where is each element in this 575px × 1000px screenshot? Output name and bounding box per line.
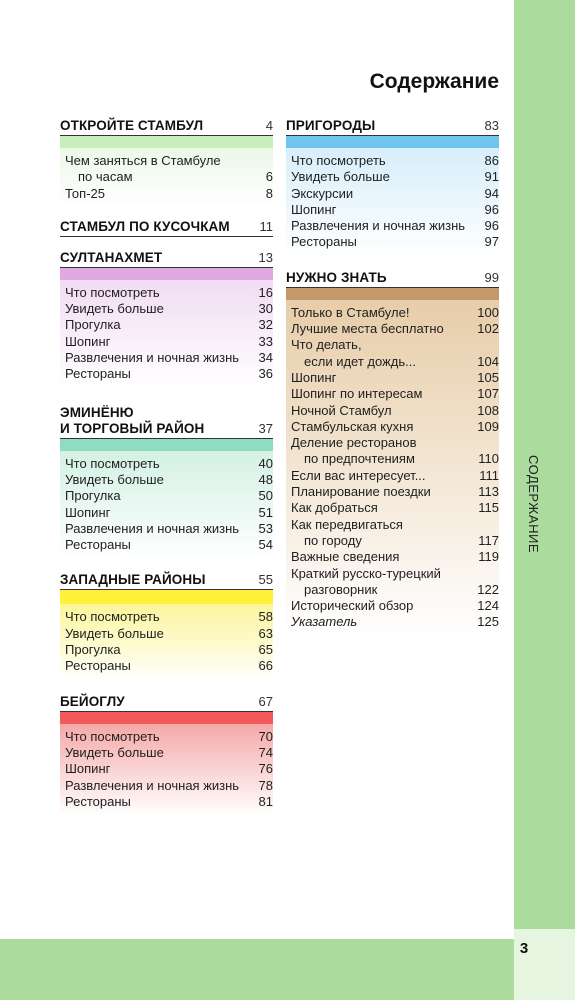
toc-item[interactable]: Развлечения и ночная жизнь 34: [65, 350, 273, 366]
toc-item[interactable]: Шопинг 33: [65, 333, 273, 349]
section-page: 13: [258, 249, 273, 265]
toc-item[interactable]: Увидеть больше 63: [65, 625, 273, 641]
section-heading[interactable]: [60, 118, 273, 136]
page-number: 3: [519, 940, 529, 957]
page-title: Содержание: [369, 70, 499, 93]
section-heading[interactable]: [60, 572, 273, 590]
toc-item[interactable]: Рестораны 81: [65, 793, 273, 809]
toc-item[interactable]: Указатель 125: [291, 614, 499, 630]
section-items-block: [60, 712, 273, 816]
toc-item[interactable]: Стамбульская кухня 109: [291, 418, 499, 434]
toc-item[interactable]: Шопинг по интересам 107: [291, 386, 499, 402]
toc-section-beyoglu: [60, 694, 273, 816]
section-page: 11: [259, 218, 273, 234]
section-items-block: [286, 288, 499, 637]
toc-item[interactable]: Как передвигаться: [291, 516, 403, 532]
section-items-block: [60, 439, 273, 560]
toc-item[interactable]: Развлечения и ночная жизнь 78: [65, 777, 273, 793]
toc-item[interactable]: Ночной Стамбул 108: [291, 402, 499, 418]
toc-item[interactable]: если идет дождь... 104: [304, 353, 499, 369]
section-title: ОТКРОЙТЕ СТАМБУЛ: [60, 118, 204, 133]
toc-item[interactable]: Экскурсии 94: [291, 185, 499, 201]
toc-item[interactable]: Прогулка 65: [65, 642, 273, 658]
section-heading[interactable]: [60, 250, 273, 268]
toc-item[interactable]: Что посмотреть 16: [65, 284, 273, 300]
toc-section-suburbs: [286, 118, 499, 257]
section-title: НУЖНО ЗНАТЬ: [286, 269, 387, 285]
toc-item[interactable]: Прогулка 32: [65, 317, 273, 333]
section-heading[interactable]: [286, 118, 499, 136]
section-page: 67: [258, 693, 273, 709]
section-title: БЕЙОГЛУ: [60, 693, 125, 709]
toc-item[interactable]: Как добраться 115: [291, 500, 499, 516]
toc-section-eminonu: [60, 405, 273, 560]
toc-item[interactable]: Рестораны 54: [65, 537, 273, 553]
toc-item[interactable]: Важные сведения 119: [291, 549, 499, 565]
toc-item[interactable]: Топ-25 8: [65, 185, 273, 201]
toc-item[interactable]: Лучшие места бесплатно 102: [291, 321, 499, 337]
section-heading[interactable]: [60, 219, 273, 237]
section-items-block: [286, 136, 499, 257]
toc-item[interactable]: Увидеть больше 48: [65, 471, 273, 487]
toc-item[interactable]: Шопинг 51: [65, 504, 273, 520]
toc-section-western: [60, 572, 273, 680]
toc-item[interactable]: по предпочтениям 110: [304, 451, 499, 467]
section-title: СУЛТАНАХМЕТ: [60, 249, 163, 265]
bottom-color-band: [0, 939, 575, 1000]
toc-item[interactable]: Рестораны 66: [65, 658, 273, 674]
section-heading[interactable]: [60, 405, 273, 439]
toc-item[interactable]: Что делать,: [291, 337, 362, 353]
toc-item[interactable]: Что посмотреть 70: [65, 728, 273, 744]
section-items-block: [60, 136, 273, 208]
section-title: ПРИГОРОДЫ: [286, 118, 376, 133]
section-heading[interactable]: [286, 270, 499, 288]
toc-item[interactable]: разговорник 122: [304, 581, 499, 597]
toc-item[interactable]: Что посмотреть 58: [65, 609, 273, 625]
toc-item[interactable]: по часам 6: [78, 169, 273, 185]
toc-item[interactable]: по городу 117: [304, 532, 499, 548]
toc-item[interactable]: Если вас интересует... 111: [291, 467, 499, 483]
section-title: ЗАПАДНЫЕ РАЙОНЫ: [60, 572, 206, 588]
toc-item[interactable]: Рестораны 97: [291, 234, 499, 250]
toc-item[interactable]: Развлечения и ночная жизнь 96: [291, 218, 499, 234]
toc-section-sultanahmet: [60, 250, 273, 389]
toc-item[interactable]: Шопинг 76: [65, 761, 273, 777]
left-column: [60, 118, 273, 829]
toc-item[interactable]: Шопинг 105: [291, 369, 499, 385]
toc-item[interactable]: Развлечения и ночная жизнь 53: [65, 520, 273, 536]
section-title: ЭМИНЁНЮ И ТОРГОВЫЙ РАЙОН: [60, 404, 205, 436]
section-page: 99: [484, 269, 499, 285]
toc-section-pieces: [60, 219, 273, 237]
toc-item[interactable]: Деление ресторанов: [291, 435, 417, 451]
toc-item[interactable]: Исторический обзор 124: [291, 598, 499, 614]
toc-section-need-to-know: [286, 270, 499, 637]
toc-item[interactable]: Рестораны 36: [65, 366, 273, 382]
section-items-block: [60, 268, 273, 389]
toc-item[interactable]: Что посмотреть 40: [65, 455, 273, 471]
toc-item[interactable]: Чем заняться в Стамбуле: [65, 153, 221, 168]
toc-item[interactable]: Планирование поездки 113: [291, 484, 499, 500]
toc-item[interactable]: Увидеть больше 91: [291, 169, 499, 185]
toc-section-discover: [60, 118, 273, 208]
toc-item[interactable]: Прогулка 50: [65, 488, 273, 504]
toc-item[interactable]: Шопинг 96: [291, 201, 499, 217]
side-label: СОДЕРЖАНИЕ: [526, 455, 541, 554]
toc-item[interactable]: Только в Стамбуле! 100: [291, 304, 499, 320]
section-page: 4: [265, 118, 273, 133]
section-items-block: [60, 590, 273, 680]
section-page: 55: [258, 572, 273, 588]
section-heading[interactable]: [60, 694, 273, 712]
toc-item[interactable]: Увидеть больше 30: [65, 301, 273, 317]
toc-item[interactable]: Краткий русско-турецкий: [291, 565, 441, 581]
section-page: 37: [258, 420, 273, 436]
toc-item[interactable]: Что посмотреть 86: [291, 153, 499, 168]
toc-item[interactable]: Увидеть больше 74: [65, 744, 273, 760]
section-title: СТАМБУЛ ПО КУСОЧКАМ: [60, 218, 230, 234]
right-column: [286, 118, 499, 650]
section-page: 83: [484, 118, 499, 133]
